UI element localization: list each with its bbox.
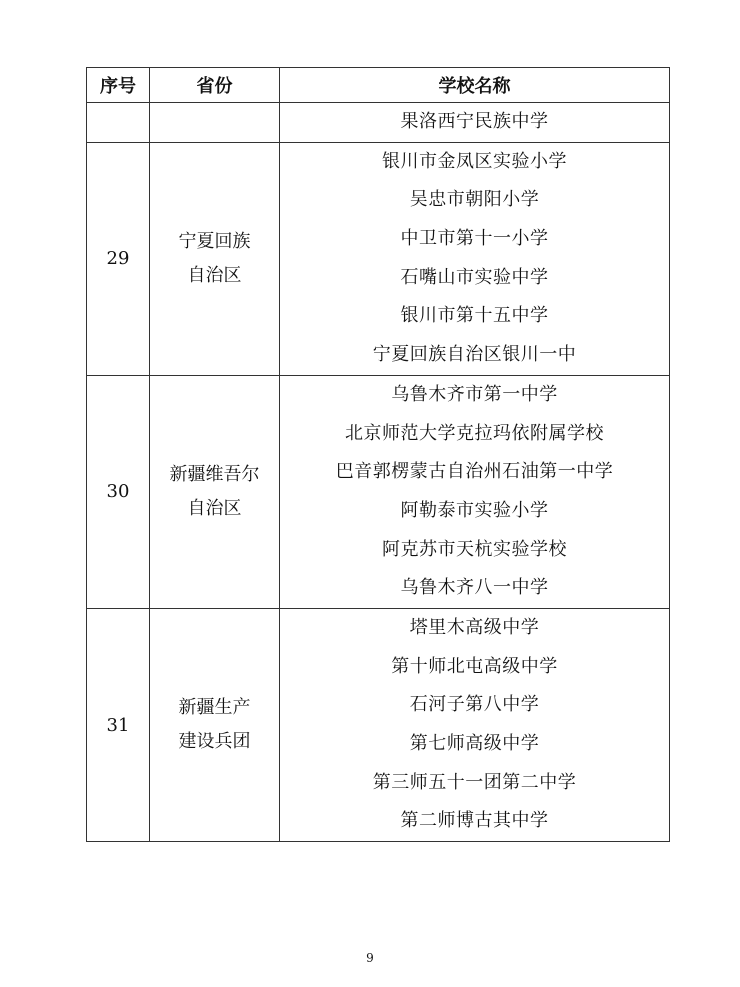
serial-number-cell bbox=[87, 103, 150, 143]
school-name: 石嘴山市实验中学 bbox=[400, 266, 549, 288]
table-row bbox=[87, 608, 670, 841]
school-name: 巴音郭楞蒙古自治州石油第一中学 bbox=[335, 461, 614, 483]
school-name: 银川市第十五中学 bbox=[400, 305, 549, 327]
school-list-cell bbox=[280, 375, 670, 608]
school-name: 乌鲁木齐市第一中学 bbox=[391, 383, 558, 405]
province-name-line: 宁夏回族 bbox=[178, 230, 251, 252]
school-name: 阿克苏市天杭实验学校 bbox=[382, 538, 567, 560]
table-body bbox=[87, 103, 670, 842]
header-school-name: 学校名称 bbox=[280, 68, 670, 103]
province-cell bbox=[150, 103, 280, 143]
school-name: 阿勒泰市实验小学 bbox=[400, 499, 549, 521]
school-name: 中卫市第十一小学 bbox=[400, 228, 549, 250]
school-list-cell bbox=[280, 103, 670, 143]
table-header-row bbox=[87, 68, 670, 103]
school-name: 乌鲁木齐八一中学 bbox=[400, 577, 549, 599]
school-name: 第二师博古其中学 bbox=[400, 810, 549, 832]
province-cell bbox=[150, 608, 280, 841]
serial-number-cell: 30 bbox=[87, 375, 150, 608]
province-name-line: 自治区 bbox=[187, 497, 242, 519]
table-row bbox=[87, 142, 670, 375]
school-name: 宁夏回族自治区银川一中 bbox=[372, 344, 577, 366]
page-number: 9 bbox=[366, 951, 374, 965]
province-name-line: 建设兵团 bbox=[178, 731, 251, 752]
school-list-table bbox=[86, 67, 670, 842]
school-name: 银川市金凤区实验小学 bbox=[382, 150, 567, 172]
header-province: 省份 bbox=[150, 68, 280, 103]
school-name: 北京师范大学克拉玛依附属学校 bbox=[345, 422, 604, 444]
school-name: 第十师北屯高级中学 bbox=[391, 655, 558, 677]
school-name: 果洛西宁民族中学 bbox=[400, 111, 549, 132]
school-name: 吴忠市朝阳小学 bbox=[409, 189, 540, 211]
province-name-line: 新疆生产 bbox=[178, 697, 251, 718]
serial-number-cell: 31 bbox=[87, 608, 150, 841]
serial-number-cell: 29 bbox=[87, 142, 150, 375]
province-cell bbox=[150, 375, 280, 608]
province-cell bbox=[150, 142, 280, 375]
school-name: 塔里木高级中学 bbox=[409, 616, 540, 638]
province-name-line: 新疆维吾尔 bbox=[169, 463, 260, 485]
school-list-cell bbox=[280, 142, 670, 375]
table-row bbox=[87, 375, 670, 608]
school-name: 第七师高级中学 bbox=[409, 733, 540, 754]
province-name-line: 自治区 bbox=[187, 264, 242, 286]
school-name: 第三师五十一团第二中学 bbox=[372, 771, 577, 793]
table-row bbox=[87, 103, 670, 143]
school-name: 石河子第八中学 bbox=[409, 694, 540, 716]
school-list-cell bbox=[280, 608, 670, 841]
header-serial-number: 序号 bbox=[87, 68, 150, 103]
